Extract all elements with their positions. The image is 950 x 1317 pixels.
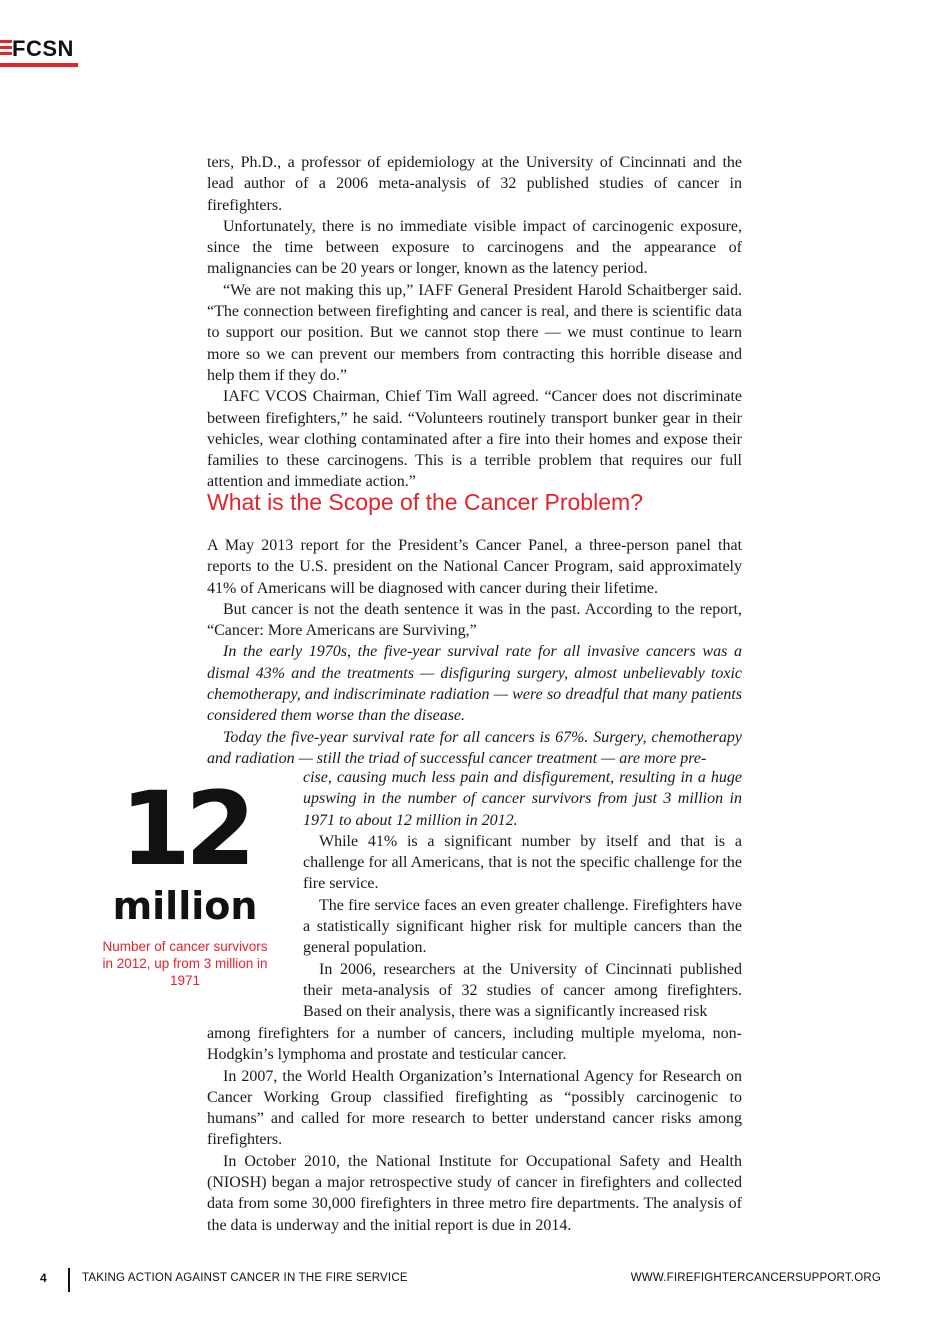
logo-underline [0,63,78,67]
paragraph: But cancer is not the death sentence it was in the past. According to the report, “Cancer: More Americans are Surviving,” [207,600,742,640]
body-section-3 [207,1023,742,1236]
stat-number: 12 [120,770,250,889]
paragraph: The fire service faces an even greater challenge. Firefighters have a statistically significant higher risk for multiple cancers than the general population. [303,896,742,957]
section-heading: What is the Scope of the Cancer Problem? [207,489,643,515]
paragraph: IAFC VCOS Chairman, Chief Tim Wall agreed. “Cancer does not discriminate between firefighters,” he said. “Volunteers routinely transport bunker gear in their vehicles, wear clothing contaminated after a fire into their homes and expose their families to these carcinogens. This is a terrible problem that requires our full attention and immediate action.” [207,388,742,491]
footer-title: TAKING ACTION AGAINST CANCER IN THE FIRE SERVICE [82,1272,408,1284]
page-footer [0,1268,950,1298]
quote-paragraph: cise, causing much less pain and disfigurement, resulting in a huge upswing in the number of cancer survivors from just 3 million in 1971 to about 12 million in 2012. [303,769,742,829]
paragraph: In October 2010, the National Institute for Occupational Safety and Health (NIOSH) began a major retrospective study of cancer in firefighters and collected data from some 30,000 firefighters in three metro fire departments. The analysis of the data is underway and the initial report is due in 2014. [207,1152,742,1234]
quote-paragraph: Today the five-year survival rate for all cancers is 67%. Surgery, chemotherapy and radiation — still the triad of successful cancer treatment — are more pre- [207,728,742,767]
footer-divider [68,1268,70,1292]
paragraph: ters, Ph.D., a professor of epidemiology at the University of Cincinnati and the lead author of a 2006 meta-analysis of 32 published studies of cancer in firefighters. [207,154,742,214]
paragraph: “We are not making this up,” IAFF General President Harold Schaitberger said. “The connection between firefighting and cancer is real, and there is scientific data to support our position. But we cannot stop there — we must continue to learn more so we can prevent our members from contracting this horrible disease and help them if they do.” [207,281,742,384]
paragraph: While 41% is a significant number by itself and that is a challenge for all Americans, that is not the specific challenge for the fire service. [303,832,742,893]
body-section-1 [207,152,742,493]
paragraph: In 2006, researchers at the University of Cincinnati published their meta-analysis of 32 studies of cancer among firefighters. Based on their analysis, there was a significantly increased risk [303,960,742,1021]
quote-paragraph: In the early 1970s, the five-year survival rate for all invasive cancers was a dismal 43% and the treatments — disfiguring surgery, almost unbelievably toxic chemotherapy, and indiscriminate radiation — were so dreadful that many patients considered them worse than the disease. [207,643,742,725]
paragraph: In 2007, the World Health Organization’s International Agency for Research on Cancer Working Group classified firefighting as “possibly carcinogenic to humans” and called for more research to better understand cancer risks among firefighters. [207,1067,742,1149]
page-number: 4 [40,1271,47,1285]
paragraph: Unfortunately, there is no immediate visible impact of carcinogenic exposure, since the time between exposure to carcinogens and the appearance of malignancies can be 20 years or longer, known as the latency period. [207,217,742,278]
stat-caption: Number of cancer survivors in 2012, up from 3 million in 1971 [102,939,268,988]
logo-bars-icon [0,40,12,58]
body-wrapped-section [303,767,742,1023]
fcsn-logo [0,36,80,68]
stat-unit: million [112,884,258,928]
stat-callout [100,770,270,989]
paragraph: A May 2013 report for the President’s Cancer Panel, a three-person panel that reports to the U.S. president on the National Cancer Program, said approximately 41% of Americans will be diagnosed with cancer during their lifetime. [207,537,742,597]
footer-website: WWW.FIREFIGHTERCANCERSUPPORT.ORG [630,1272,881,1284]
logo-text: FCSN [12,36,74,61]
paragraph: among firefighters for a number of cancers, including multiple myeloma, non-Hodgkin’s lymphoma and prostate and testicular cancer. [207,1025,742,1064]
body-section-2 [207,535,742,769]
